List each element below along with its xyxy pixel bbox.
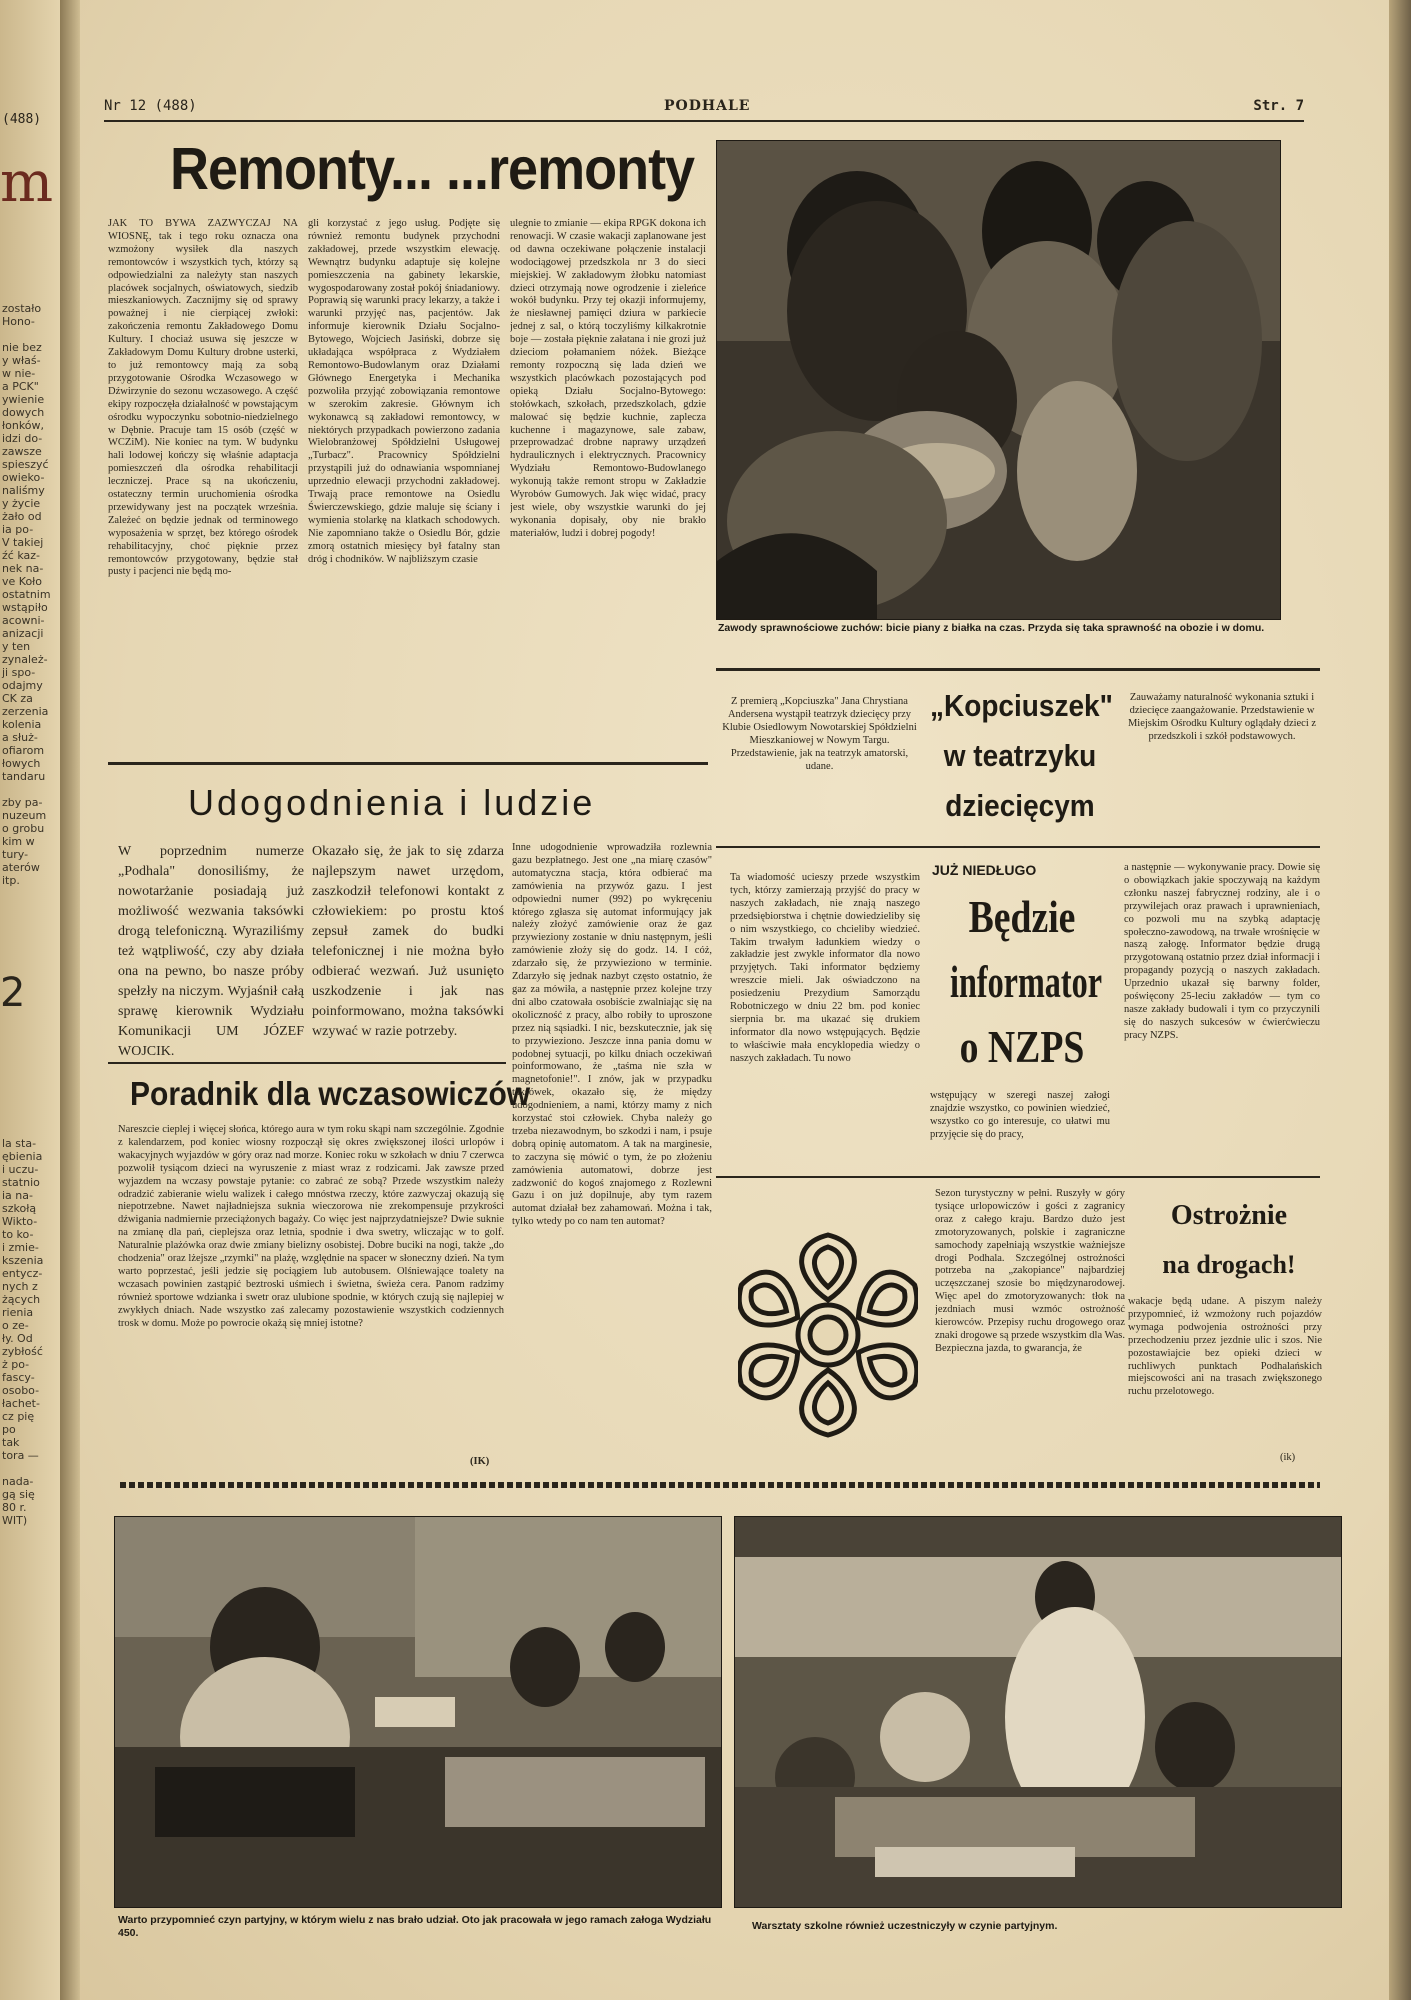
ostroznie-column-2: wakacje będą udane. A piszym należy przypomnieć, iż wzmożony ruch pojazdów wymaga podwojenia ostrożności przy przechodzeniu przez jezdnie ulic i szos. Nie pozostawiajcie bez opieki dzieci w ruchliwych punktach Podhalańskich miejscowości ani na trasach zwiększonego ruchu przelotowego. bbox=[1128, 1296, 1322, 1398]
headline-poradnik: Poradnik dla wczasowiczów bbox=[130, 1076, 531, 1113]
remonty-column-1: JAK TO BYWA ZAZWYCZAJ NA WIOSNĘ, tak i tego roku oznacza ona wzmożony wysiłek dla naszych remontowców i wszystkich tych, którzy są odpowiedzialni za należyty stan naszych placówek socjalnych, oświatowych, siedzib mieszkaniowych. Zacznijmy się od sprawy poważnej i nie cierpiącej zwłoki: zakończenia remontu Zakładowego Domu Kultury. I chociaż usuwa się jeszcze w Zakładowym Domu Kultury drobne usterki, to już remontowcy mają za sobą przygotowanie Ośrodka Wczasowego w Dźwirzynie do sezonu wczasowego. A część ekipy rozpoczęła działalność w powstającym ośrodku wypoczynku sobotnio-niedzielnego w Dębnie. Pracuje tam 15 osób (część w WCZiM). Nie koniec na tym. W budynku hali lodowej kończy się właśnie adaptacja pomieszczeń dla ośrodka rehabilitacji leczniczej. Prace są na ukończeniu, ostateczny termin uruchomienia ośrodka przewidywany jest na początek września. Zależeć on będzie jednak od terminowego wyposażenia w sprzęt, bez którego ośrodek rehabilitacyjny, choć pięknie przez remontowców przygotowany, będzie stał pusty i pacjenci nie będą mo- bbox=[108, 218, 298, 578]
caption-workshop-photo: Warsztaty szkolne również uczestniczyły w czynie partyjnym. bbox=[752, 1920, 1058, 1932]
headline-udogodnienia: Udogodnienia i ludzie bbox=[188, 782, 596, 823]
rule-ostroznie-top bbox=[716, 1176, 1320, 1178]
headline-kopciuszek-3: dziecięcym bbox=[945, 788, 1095, 823]
previous-page-text-bottom: la sta- ębienia i uczu- statnio ia na- szkołą Wikto- to ko- i zmie- kszenia entycz- nych z żących rienia o ze- ły. Od zybłość ż po- fascy- osobo- łachet- cz pię po tak tora — nada- gą się 80 r. WIT) bbox=[2, 1137, 44, 1527]
headline-remonty: Remonty... ...remonty bbox=[170, 136, 695, 202]
headline-nzps-1: Będzie bbox=[968, 891, 1076, 942]
poradnik-signature: (IK) bbox=[470, 1456, 490, 1467]
rule-udogodnienia-top bbox=[108, 762, 708, 765]
page-number: Str. 7 bbox=[1253, 98, 1304, 114]
nzps-column-2: wstępujący w szeregi naszej załogi znajdzie wszystko, co powinien wiedzieć, wszystko co go interesuje, co ułatwi mu przyjęcie się do pracy, bbox=[930, 1090, 1110, 1140]
rule-nzps-top bbox=[716, 846, 1320, 848]
flower-emblem-icon bbox=[738, 1225, 918, 1445]
page-header bbox=[104, 98, 1304, 122]
previous-page-text: zostało Hono- nie bez y właś- w nie- a PCK" ywienie dowych łonków, idzi do- zawsze spieszyć owieko- naliśmy y życie żało od ia po- V takiej źć kaz- nek na- ve Koło ostatnim wstąpiło acowni- anizacji y ten zynależ- ji spo- odajmy CK za zerzenia kolenia a służ- ofiarom łowych tandaru zby pa- nuzeum o grobu kim w tury- aterów itp. bbox=[2, 302, 51, 887]
rule-poradnik-top bbox=[108, 1062, 506, 1064]
remonty-column-2: gli korzystać z jego usług. Podjęte się również remontu budynek przychodni zakładowej, przede wszystkim elewację. Wewnątrz budynku adaptuje się kolejne pomieszczenia na gabinety lekarskie, wygospodarowany został pokój śniadaniowy. Poprawią się warunki pracy lekarzy, a także i warunki przyjęć nas, pacjentów. Jak informuje kierownik Działu Socjalno-Bytowego, Wojciech Jasiński, dobrze się układająca współpraca z Wydziałem Remontowo-Budowlanym oraz Działami Głównego Energetyka i Mechanika pozwoliła przyjąć zobowiązania remontowe w szerokim zakresie. Głównym ich wykonawcą są zakładowi remontowcy, w niektórych przypadkach powierzono zadania Wielobranżowej Spółdzielni Usługowej „Turbacz". Pracownicy Spółdzielni przystąpili już do odnawiania wspomnianej uprzednio elewacji przychodni zakładowej. Trwają prace remontowe na Osiedlu Świerczewskiego, gdzie maluje się ściany i wymienia stolarkę na klatkach schodowych. Nie zapomniano także o Osiedlu Bór, gdzie zmorą ostatnich miesięcy był fatalny stan dróg i chodników. W najbliższym czasie bbox=[308, 218, 500, 565]
caption-scouts-photo: Zawody sprawnościowe zuchów: bicie piany z białka na czas. Przyda się taka sprawność na obozie i w domu. bbox=[718, 622, 1265, 634]
page-gutter bbox=[60, 0, 80, 2000]
previous-page-digit: 2 bbox=[0, 970, 26, 1016]
headline-kopciuszek-1: „Kopciuszek" bbox=[930, 688, 1113, 723]
ostroznie-signature: (ik) bbox=[1280, 1452, 1296, 1463]
nzps-kicker: JUŻ NIEDŁUGO bbox=[932, 862, 1037, 878]
rule-kopciuszek-top bbox=[716, 668, 1320, 671]
issue-number: Nr 12 (488) bbox=[104, 98, 197, 114]
photo-school-workshop bbox=[734, 1516, 1342, 1908]
kopciuszek-column-2: Zauważamy naturalność wykonania sztuki i dziecięce zaangażowanie. Przedstawienie w Miejskim Ośrodku Kultury oglądały dzieci z przedszkoli i szkół podstawowych. bbox=[1127, 692, 1317, 742]
previous-page-edge bbox=[0, 0, 62, 2000]
headline-ostroznie-2: na drogach! bbox=[1162, 1250, 1296, 1279]
previous-page-letter: m bbox=[0, 150, 54, 215]
ostroznie-column-1: Sezon turystyczny w pełni. Ruszyły w góry tysiące urlopowiczów i gości z zagranicy oraz z całego kraju. Bardzo dużo jest zmotoryzowanych, polskie i zagraniczne samochody zapełniają wszystkie ważniejsze drogi Podhala. Szczególnej ostrożności potrzeba na „zakopiance" najbardziej uczęszczanej szosie bo międzynarodowej. Więc apel do zmotoryzowanych: tłok na jezdniach musi wzmóc ostrożność kierowców. Przepisy ruchu drogowego oraz znaki drogowe są przede wszystkim dla Was. Bezpieczna jazda, to gwarancja, że bbox=[935, 1188, 1125, 1354]
photo-factory-workers bbox=[114, 1516, 722, 1908]
headline-nzps-3: o NZPS bbox=[959, 1021, 1085, 1072]
headline-nzps-2: informator bbox=[950, 956, 1103, 1007]
kopciuszek-column-1: Z premierą „Kopciuszka" Jana Chrystiana Andersena wystąpił teatrzyk dziecięcy przy Klubie Osiedlowym Nowotarskiej Spółdzielni Mieszkaniowej w Nowym Targu. Przedstawienie, jak na teatrzyk amatorski, udane. bbox=[722, 696, 917, 772]
page-binding bbox=[1389, 0, 1411, 2000]
udogodnienia-column-1: W poprzednim numerze „Podhala" donosiliśmy, że nowotarżanie posiadają już możliwość wezwania taksówki drogą telefoniczną. Wyraziliśmy też wątpliwość, czy aby działa ona na pewno, bo nasze próby spełzły na niczym. Wyjaśnił całą sprawę kierownik Wydziału Komunikacji UM JÓZEF WOJCIK. bbox=[118, 844, 304, 1059]
nzps-column-3: a następnie — wykonywanie pracy. Dowie się o obowiązkach jakie spoczywają na każdym członku naszej fabrycznej rodziny, ale i o przywilejach oraz prawach i uprawnieniach, co pozwoli mu na szybką adaptację społeczno-zawodową, na trwałe wrośnięcie w naszą załogę. Informator będzie drugą przygotowaną ostatnio przez dział informacji i propagandy pozycją o naszych zakładach. Uprzednio ukazał się barwny folder, poświęcony 25-leciu zakładów — tym co nasze zakłady budowali i tym co przyczynili się do naszych sukcesów w ćwierćwieczu pracy NZPS. bbox=[1124, 862, 1320, 1041]
divider-strip bbox=[120, 1482, 1320, 1488]
poradnik-body: Nareszcie cieplej i więcej słońca, którego aura w tym roku skąpi nam szczególnie. Zgodnie z kalendarzem, pod koniec wiosny rozpoczął się okres zwiększonej ilości urlopów i wakacyjnych wyjazdów w góry oraz nad morze. Koniec roku w szkołach w dniu 7 czerwca pozwolił tysiącom dzieci na wyruszenie z miast wraz z rodzicami. Jak zawsze przed wyjazdem na wczasy powstaje pytanie: co zabrać ze sobą? Przede wszystkim należy odradzić zabieranie wielu walizek i całego mnóstwa rzeczy, które zazwyczaj okazują się niepotrzebne. Nawet najładniejsza suknia wieczorowa nie zrekompensuje przykrości dźwigania nadmiernie przeciążonych bagaży. Co więc jest najprzydatniejsze? Dwie suknie na zmianę dla pań, cieplejsza oraz letnia, spodnie i dwa swetry, wliczając w to golf. Naturalnie plażówka oraz dwie zmiany bielizny osobistej. Dobre buciki na nogi, także „do chodzenia" oraz lżejsze „rzymki" na plażę, względnie na spacer w słoneczny dzień. Na tym warto poprzestać, jeśli jedzie się pociągiem lub autobusem. Olśniewające toalety na wczasach powinien zastąpić beztroski uśmiech i świetna, świeża cera. Panom radzimy również sportowe wdzianka i swetr oraz ulubione spodnie, w których czują się najlepiej w zwykłych dniach. Nade wszystko zaś zalecamy pozostawienie wszystkich codziennych trosk w domu. Może po powrocie okażą się mniej istotne? bbox=[118, 1124, 504, 1329]
headline-kopciuszek-2: w teatrzyku bbox=[943, 738, 1097, 773]
udogodnienia-column-2: Okazało się, że jak to się zdarza najlepszym nawet urzędom, zaszkodził telefonowi kontakt z człowiekiem: po prostu ktoś zepsuł zamek do budki telefonicznej i nie można było odbierać wezwań. Już usunięto uszkodzenie i jak nas poinformowano, można taksówki wzywać w razie potrzeby. bbox=[312, 844, 504, 1039]
udogodnienia-column-3: Inne udogodnienie wprowadziła rozlewnia gazu bezpłatnego. Jest one „na miarę czasów" automatyczna stacja, która odbierać ma zamówienia na przywóz gazu. I jest odpowiedni numer (992) po wykręceniu którego zgłasza się automat informujący jak należy złożyć zamówienie oraz że gaz przywieziony zostanie w dniu następnym, jeśli zamówienie złoży się do godz. 14. I cóż, zdarzało się, że przywieziono w terminie. Zdarzyło się jednak nazbyt często ostatnio, że gaz za mówiła, a następnie przez kolejne trzy dni albo czatowała osobiście zwalniając się na okoliczność z pracy, albo robiły to uproszone przez nią sąsiadki. I nic, bezskutecznie, jak się to przywieziono. Jeszcze inna pania domu w podobnej sytuacji, po kilku dniach oczekiwań poinformowano, że „taśma nie szła w magnetofonie!". I znów, jak w przypadku taksówek, okazało się, że między udogodnieniem, a nami, którzy mamy z nich korzystać stoi człowiek. Chyba należy go trzeba niezawodnym, bo szkodzi i nam, i psuje dobrą opinię automatom. A tak na marginesie, to zaczyna się mówić o tym, że po złożeniu zamówienia automatowi, dobrze jest zadzwonić do kogoś znajomego z Rozlewni Gazu i on już dopilnuje, aby tym razem automat działał bez zahamowań. Można i tak, tylko wtedy po co nam ten automat? bbox=[512, 842, 712, 1228]
caption-factory-photo: Warto przypomnieć czyn partyjny, w którym wielu z nas brało udział. Oto jak pracowała w jego ramach załoga Wydziału 450. bbox=[118, 1914, 712, 1939]
previous-page-number: (488) bbox=[2, 112, 42, 127]
nzps-column-1: Ta wiadomość ucieszy przede wszystkim tych, którzy zamierzają przyjść do pracy w naszych zakładach, nie znają naszego przedsiębiorstwa i chętnie dowiedzieliby się o nim wszystkiego, co chcieliby wiedzieć. Takim trwałym ładunkiem wiedzy o zakładzie jest zwykle informator dla nowo przyjętych. Taki informator będziemy wreszcie mieli. Jak oświadczono na posiedzeniu Prezydium Samorządu Robotniczego w dniu 22 bm. pod koniec sierpnia br. ma ukazać się drukiem informator dla nowo wstępujących. Będzie to właściwie mała encyklopedia wiedzy o naszych zakładach. Tu nowo bbox=[730, 872, 920, 1064]
newspaper-title: PODHALE bbox=[664, 98, 751, 114]
headline-ostroznie-1: Ostrożnie bbox=[1170, 1200, 1288, 1231]
photo-scouts-whipping-egg-whites bbox=[716, 140, 1281, 620]
remonty-column-3: ulegnie to zmianie — ekipa RPGK dokona ich renowacji. W czasie wakacji zaplanowane jest od dawna oczekiwane połączenie instalacji wodociągowej przedszkola nr 3 do sieci miejskiej. W zakładowym żłobku natomiast dzieci otrzymają nowe ogrodzenie i zieleńce wokół budynku. Przy tej okazji informujemy, że niesławnej pamięci dziura w parkiecie jednej z sal, o którą toczyliśmy kilkakrotnie boje — została pięknie załatana i nie grozi już dzieciom połamaniem nóżek. Bieżące remonty rozpoczną się lada dzień we wszystkich placówkach pozostających pod opieką Działu Socjalno-Bytowego: stołówkach, szkołach, przedszkolach, gdzie malować się będzie kuchnie, zaplecza kuchenne i magazynowe, sale zabaw, przeprowadzać drobne naprawy urządzeń hydraulicznych i elektrycznych. Pracownicy Wydziału Remontowo-Budowlanego wykonują także remont stropu w Zakładzie Wyrobów Gumowych. Jak więc widać, pracy jest wiele, oby wszystkie warunki do jej wykonania dopisały, oby nie brakło materiałów, ludzi i dobrej pogody! bbox=[510, 218, 706, 539]
